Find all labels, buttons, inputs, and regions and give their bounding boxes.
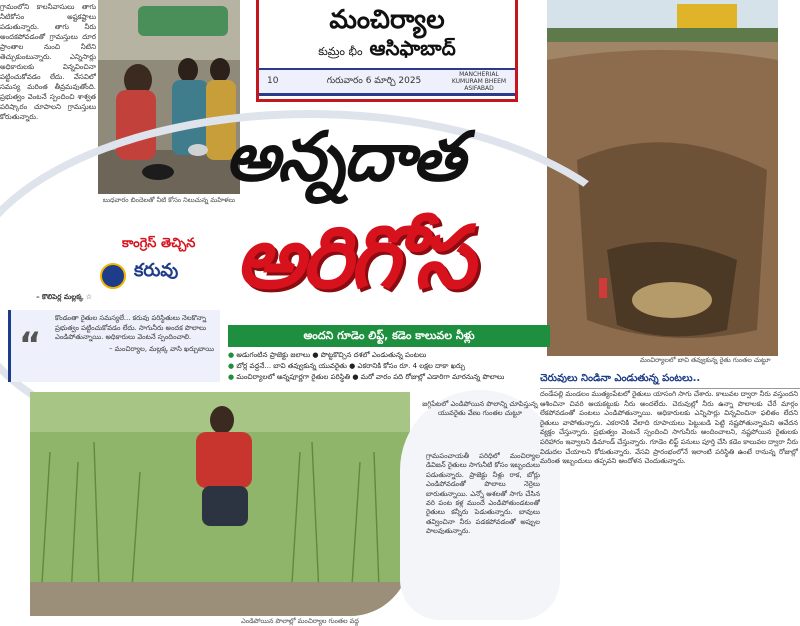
masthead-title: మంచిర్యాల — [329, 5, 445, 35]
water-queue-caption: బుధవారం బిందెలతో నీటి కోసం నిలుచున్న మహిళలు — [102, 196, 236, 204]
edition-place: MANCHERIAL KUMURAM BHEEM ASIFABAD — [451, 71, 507, 92]
left-column-signature: – కొలిపెర్ల మల్లక్క ☆ — [36, 293, 92, 301]
quote-box — [8, 310, 220, 382]
masthead-subtitle — [259, 36, 515, 65]
bullet-list — [228, 350, 548, 383]
bullet-item: ● బోర్ల వద్దనే... బావి తవ్వుకున్న యువరైతు ● ఎకరానికి కోసం రూ. 4 లక్షల దాకా ఖర్చు — [228, 361, 548, 372]
masthead-subtitle-small: కుమ్రం భీం — [318, 45, 363, 58]
farmer-field-caption: ఎండిపోయిన పొలాల్లో మంచిర్యాల గుంతల వద్ద — [241, 617, 359, 625]
bullet-item: ● మంచిర్యాలలో అన్నపూర్ణగా రైతుల పరిస్థితి ● మరో వారం పది రోజుల్లో ఎడారిగా మారనున్న పొలాలు — [228, 372, 548, 383]
well-excavation-caption: మంచిర్యాలలో బావి తవ్వుకున్న రైతు గుంతల చుట్టూ — [640, 356, 771, 364]
masthead — [256, 0, 518, 102]
headline — [205, 118, 545, 328]
badge-line2: కరువు — [134, 260, 179, 281]
center-story-text: గ్రామపంచాయతీ పరిధిలో మంచిర్యాల డివిజన్ రైతులు సాగునీటి కోసం ఇబ్బందులు పడుతున్నారు. ప్రాజెక్టు నీళ్లు రాక, బోర్లు ఎండిపోవడంతో పొలాలు నెర్రెలు బారుతున్నాయి. ఎన్నో ఆశలతో సాగు చేసిన వరి పంట కళ్ల ముందే ఎండిపోతుండటంతో రైతులు కన్నీరు పెడుతున్నారు. బావులు తవ్వించినా నీరు పడకపోవడంతో అప్పుల పాలవుతున్నారు. — [426, 452, 540, 536]
headline-deck: అందని గూడెం లిఫ్ట్, కడెం కాలువల నీళ్లు — [228, 325, 550, 347]
quote-author: – మంచిర్యాల, మల్లక్క వాసి ఖర్చుబాయి — [109, 344, 214, 353]
party-badge — [100, 236, 210, 296]
party-emblem-icon — [100, 263, 126, 289]
headline-line2: అరిగోస — [235, 208, 472, 308]
headline-line1: అన్నదాత — [225, 118, 463, 197]
masthead-subtitle-main: ఆసిఫాబాద్ — [369, 36, 456, 60]
masthead-bar — [259, 68, 515, 96]
center-caption-text: జగ్గిపేటలో ఎండిపోయిన పొలాన్ని చూపిస్తున్న యువరైతు వేణు గుంతల చుట్టూ — [422, 400, 538, 418]
page-number: 10 — [267, 76, 279, 86]
bullet-item: ● అడుగంటిన ప్రాజెక్టు జలాలు ● పొట్టకొచ్చిన దశలో ఎండుతున్న పంటలు — [228, 350, 548, 361]
badge-line1: కాంగ్రెస్ తెచ్చిన — [122, 236, 196, 251]
well-excavation-photo — [547, 0, 778, 356]
issue-date: గురువారం 6 మార్చి 2025 — [326, 76, 422, 86]
quote-mark-icon: “ — [19, 325, 42, 365]
story-body: దండేపల్లి మండలం ముత్యంపేటలో రైతులు యాసంగి సాగు చేశారు. కాలువల ద్వారా నీరు వస్తుందని ఆశించినా చివరి ఆయకట్టుకు నీరు అందలేదు. చెరువుల్లో నీరు ఉన్నా పొలాలకు చేరే మార్గం లేకపోవడంతో పంటలు ఎండిపోతున్నాయి. అధికారులకు ఎన్నిసార్లు విన్నవించినా ఫలితం లేదని రైతులు వాపోతున్నారు. ఎకరానికి వేలాది రూపాయలు పెట్టుబడి పెట్టి నష్టపోతున్నామని ఆవేదన వ్యక్తం చేస్తున్నారు. ప్రభుత్వం వెంటనే స్పందించి సాగునీరు అందించాలని, నష్టపోయిన రైతులకు పరిహారం ఇవ్వాలని డిమాండ్ చేస్తున్నారు. గూడెం లిఫ్ట్ పనులు పూర్తి చేసి కడెం కాలువల ద్వారా నీరు విడుదల చేయాలని కోరుతున్నారు. వేసవి ప్రారంభంలోనే ఇలాంటి పరిస్థితి ఉంటే రానున్న రోజుల్లో మరింత ఇబ్బందులు తప్పవని ఆందోళన చెందుతున్నారు. — [540, 390, 798, 466]
story-title: చెరువులు నిండినా ఎండుతున్న పంటలు.. — [540, 372, 800, 389]
quote-text: కొండంతా రైతుల సమస్యలే... కరువు పరిస్థితులు నెలకొన్నా ప్రభుత్వం పట్టించుకోవడం లేదు. సాగునీరు అందక పొలాలు ఎండిపోతున్నాయి. అధికారులు వెంటనే స్పందించాలి. — [55, 314, 207, 341]
farmer-field-photo — [30, 392, 410, 616]
left-column-text: గ్రామంలోని కాలనీవాసులు తాగు నీటికోసం అష్టకష్టాలు పడుతున్నారు. తాగు నీరు అందకపోవడంతో గ్రామస్తులు దూర ప్రాంతాల నుంచి నీటిని తెచ్చుకుంటున్నారు. ఎన్నిసార్లు అధికారులకు విన్నవించినా పట్టించుకోవడం లేదు. వేసవిలో సమస్య మరింత తీవ్రమవుతోంది. ప్రభుత్వం వెంటనే స్పందించి శాశ్వత పరిష్కారం చూపాలని గ్రామస్తులు కోరుతున్నారు. — [0, 3, 96, 121]
